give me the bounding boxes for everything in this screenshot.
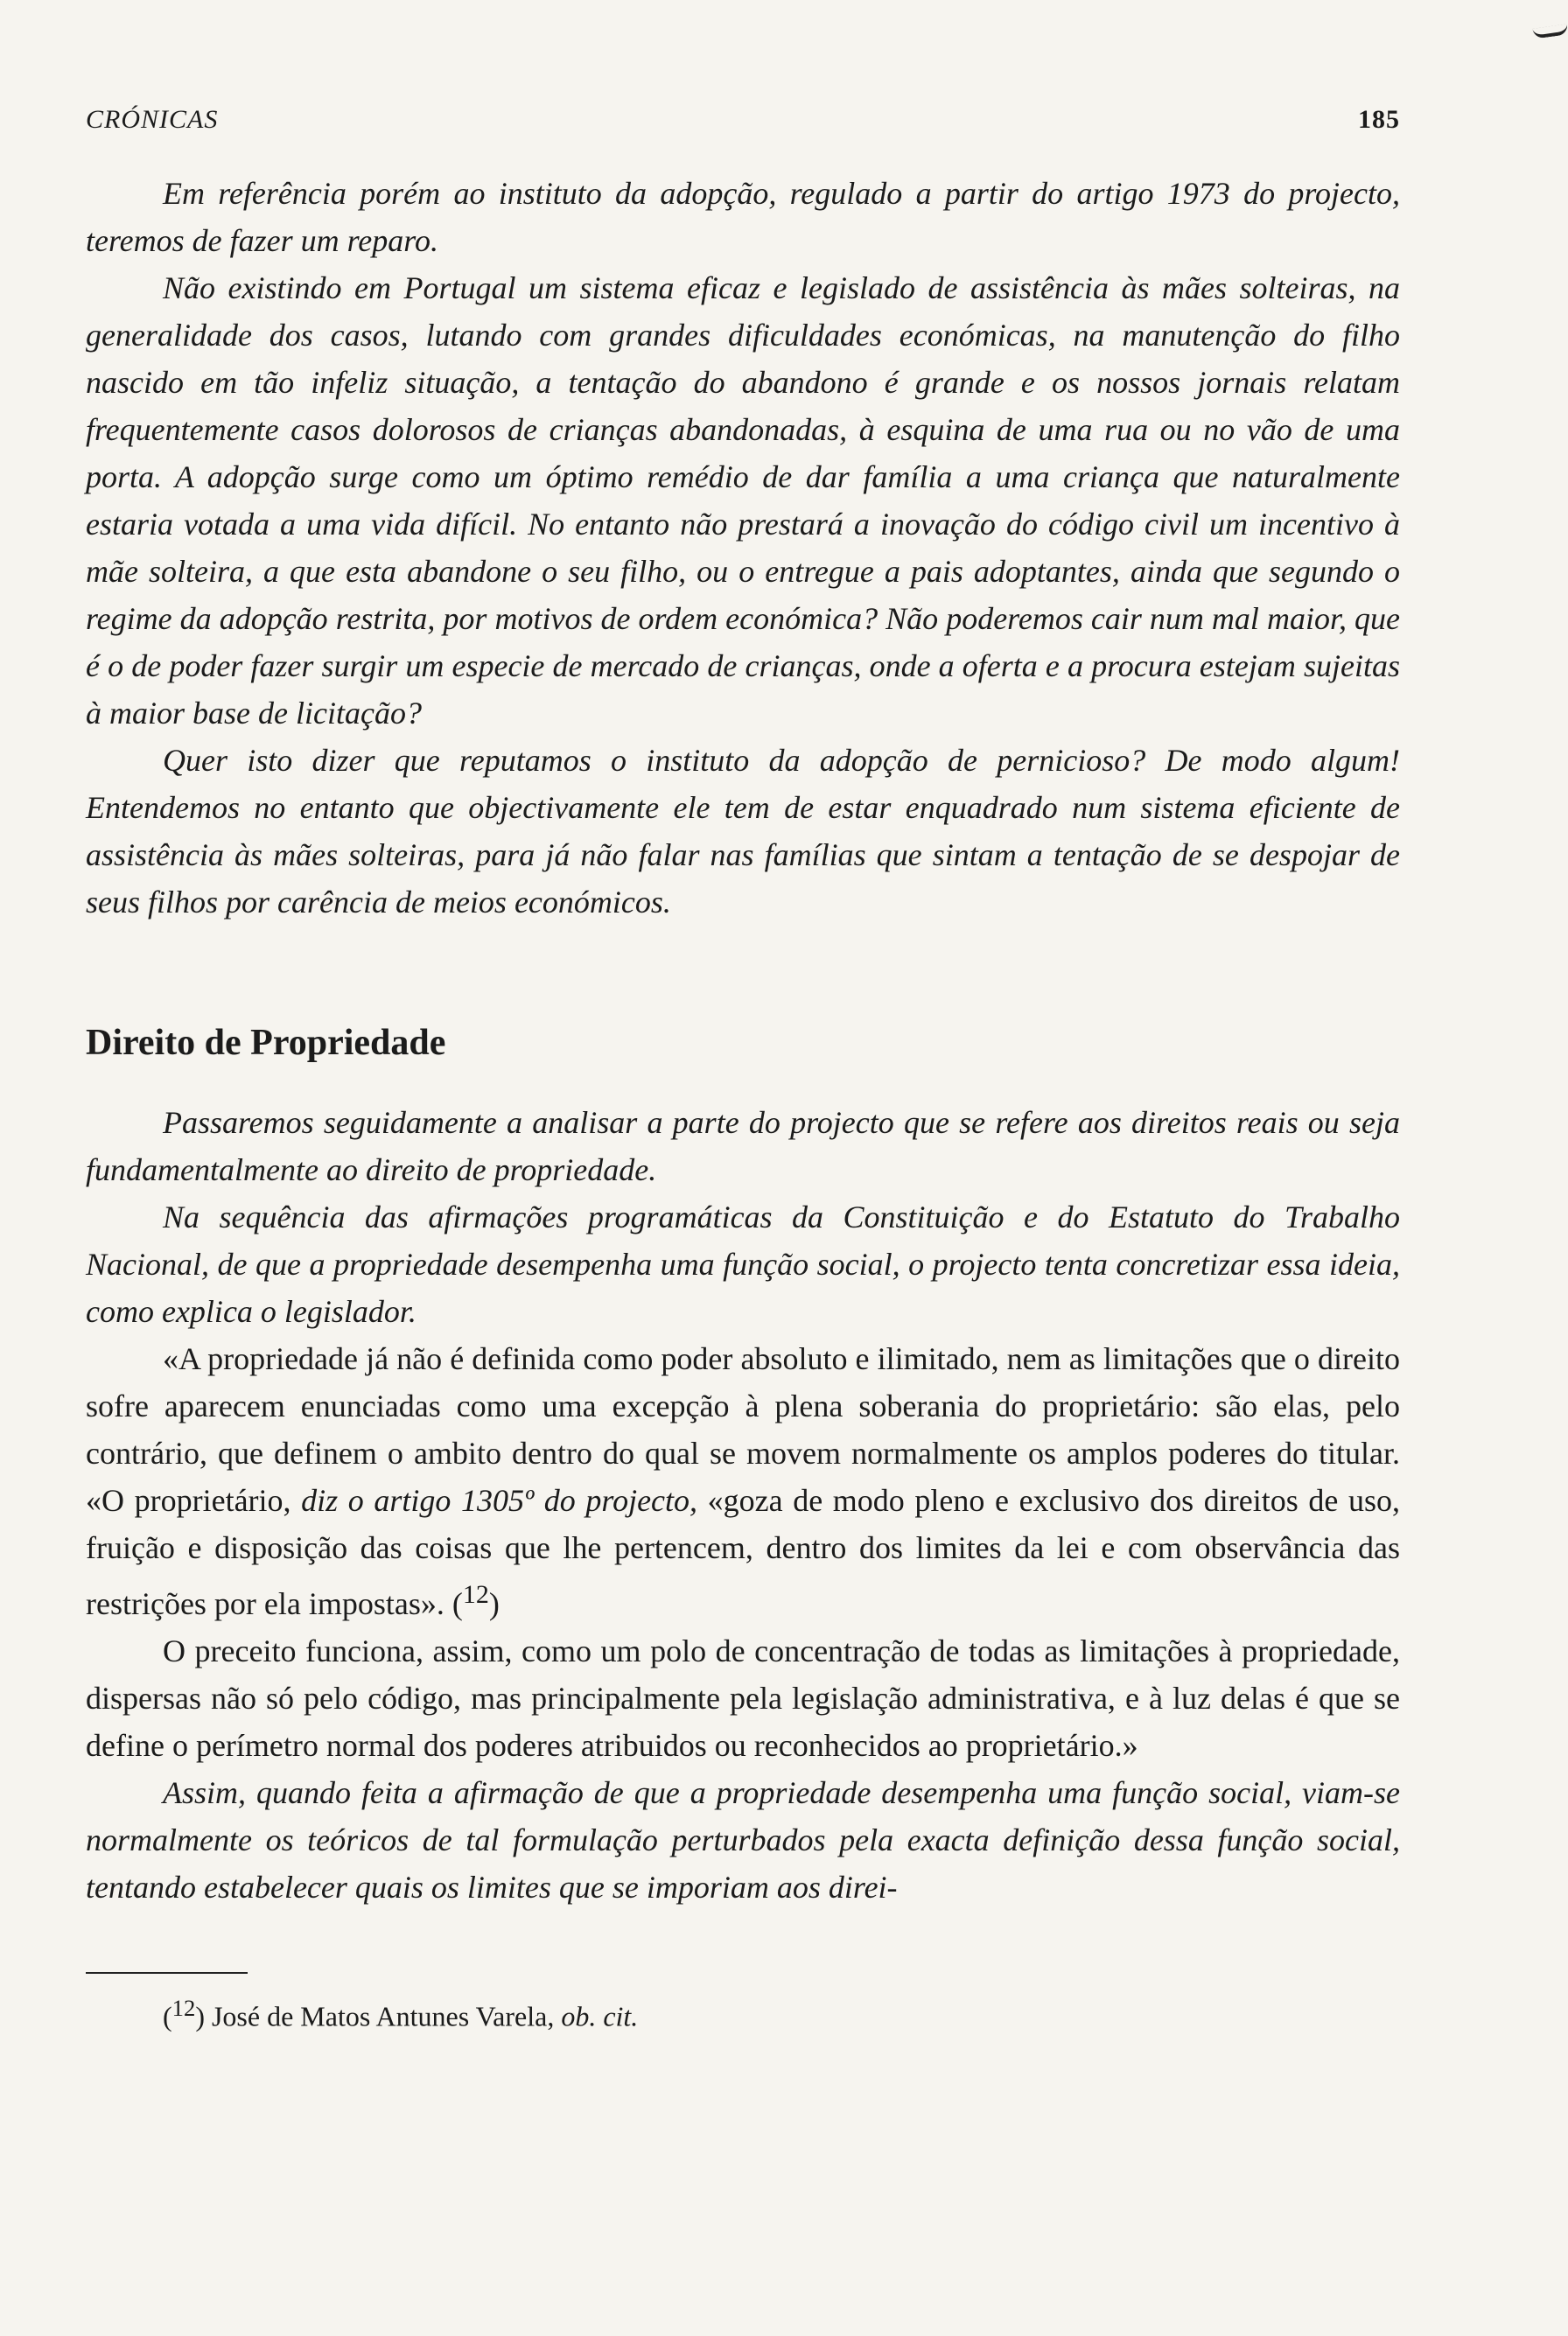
- footnote: ($^{12}$) José de Matos Antunes Varela, ob. cit.: [163, 1995, 639, 2032]
- running-title: CRÓNICAS: [86, 105, 219, 134]
- paragraph-adoption-intro: Em referência porém ao instituto da adopção, regulado a partir do artigo 1973 do projecto, teremos de fazer um reparo.: [86, 176, 1400, 258]
- quote-part-c: ): [488, 1586, 500, 1621]
- paragraph-property-quote: [86, 1335, 1400, 1627]
- quote-part-b: «goza de modo pleno e exclusivo dos direitos de uso, fruição e disposição das coisas que lhe pertencem, dentro dos limites da lei e com observância das restrições por ela impostas». (: [86, 1483, 1400, 1621]
- paragraph-property-function: Na sequência das afirmações programáticas da Constituição e do Estatuto do Trabalho Nacional, de que a propriedade desempenha uma função social, o projecto tenta concretizar essa ideia, como explica o legislador.: [86, 1199, 1400, 1329]
- quote-italic: diz o artigo 1305º do projecto,: [301, 1483, 698, 1518]
- page-header: [86, 105, 1400, 135]
- paragraph-adoption-concern: Não existindo em Portugal um sistema eficaz e legislado de assistência às mães solteiras, na generalidade dos casos, lutando com grandes dificuldades económicas, na manutenção do filho nascido em tão infeliz situação, a tentação do abandono é grande e os nossos jornais relatam frequentemente casos dolorosos de crianças abandonadas, à esquina de uma rua ou no vão de uma porta. A adopção surge como um óptimo remédio de dar família a uma criança que naturalmente estaria votada a uma vida difícil. No entanto não prestará a inovação do código civil um incentivo à mãe solteira, a que esta abandone o seu filho, ou o entregue a pais adoptantes, ainda que segundo o regime da adopção restrita, por motivos de ordem económica? Não poderemos cair num mal maior, que é o de poder fazer surgir um especie de mercado de crianças, onde a oferta e a procura estejam sujeitas à maior base de licitação?: [86, 270, 1400, 731]
- footnote-ref-text: ob. cit.: [561, 2000, 639, 2032]
- paragraph-adoption-conclusion: Quer isto dizer que reputamos o instituto da adopção de pernicioso? De modo algum! Entendemos no entanto que objectivamente ele tem de estar enquadrado num sistema eficiente de assistência às mães solteiras, para já não falar nas famílias que sintam a tentação de se despojar de seus filhos por carência de meios económicos.: [86, 743, 1400, 920]
- paragraph-property-intro: Passaremos seguidamente a analisar a parte do projecto que se refere aos direitos reais ou seja fundamentalmente ao direito de propriedade.: [86, 1105, 1400, 1187]
- page-number: 185: [1358, 105, 1400, 134]
- margin-mark: [1532, 24, 1568, 38]
- section-heading: Direito de Propriedade: [86, 1023, 446, 1063]
- footnote-rule: [86, 1972, 248, 1974]
- footnote-author: José de Matos Antunes Varela,: [211, 2000, 555, 2032]
- quote-part-a: «A propriedade já não é definida como poder absoluto e ilimitado, nem as limitações que o direito sofre aparecem enunciadas como uma excepção à plena soberania do proprietário: são elas, pelo contrário, que definem o ambito dentro do qual se movem normalmente os amplos poderes do titular. «O proprietário,: [86, 1341, 1400, 1518]
- paragraph-property-precept: O preceito funciona, assim, como um polo de concentração de todas as limitações à propriedade, dispersas não só pelo código, mas principalmente pela legislação administrativa, e à luz delas é que se define o perímetro normal dos poderes atribuidos ou reconhecidos ao proprietário.»: [86, 1633, 1400, 1763]
- page: [86, 105, 1400, 2033]
- footnote-number: 12: [172, 1995, 196, 2021]
- paragraph-property-social: Assim, quando feita a afirmação de que a propriedade desempenha uma função social, viam-se normalmente os teóricos de tal formulação perturbados pela exacta definição dessa função social, tentando estabelecer quais os limites que se imporiam aos direi-: [86, 1775, 1400, 1905]
- footnote-ref[interactable]: 12: [462, 1580, 489, 1609]
